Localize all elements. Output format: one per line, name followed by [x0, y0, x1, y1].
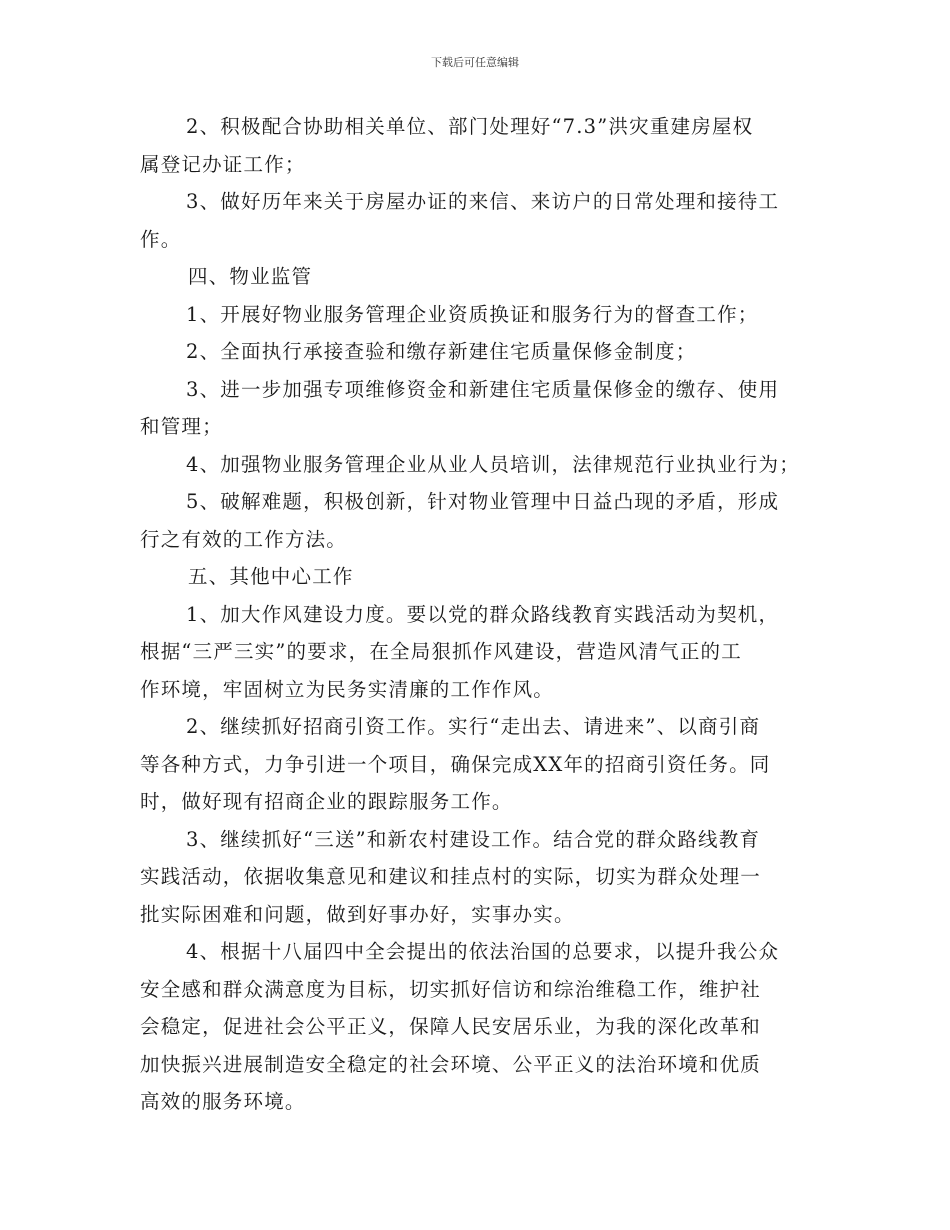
- paragraph-line: 实践活动，依据收集意见和建议和挂点村的实际，切实为群众处理一: [140, 865, 762, 888]
- paragraph-line: 3、做好历年来关于房屋办证的来信、来访户的日常处理和接待工: [186, 190, 780, 213]
- paragraph-line: 4、加强物业服务管理企业从业人员培训，法律规范行业执业行为；: [186, 452, 800, 476]
- paragraph-line: 等各种方式，力争引进一个项目，确保完成XX年的招商引资任务。同: [140, 752, 771, 776]
- paragraph-line: 批实际困难和问题，做到好事办好，实事办实。: [140, 902, 575, 926]
- paragraph-line: 3、继续抓好“三送”和新农村建设工作。结合党的群众路线教育: [186, 827, 761, 851]
- section-heading: 四、物业监管: [188, 265, 313, 288]
- paragraph-line: 属登记办证工作；: [140, 152, 306, 176]
- paragraph-line: 时，做好现有招商企业的跟踪服务工作。: [140, 790, 513, 813]
- page-header: 下载后可任意编辑: [431, 56, 519, 69]
- paragraph-line: 安全感和群众满意度为目标，切实抓好信访和综治维稳工作，维护社: [140, 977, 762, 1001]
- paragraph-line: 2、继续抓好招商引资工作。实行“走出去、请进来”、以商引商: [186, 715, 761, 738]
- paragraph-line: 2、全面执行承接查验和缴存新建住宅质量保修金制度；: [186, 340, 697, 363]
- paragraph-line: 和管理；: [140, 415, 223, 438]
- paragraph-line: 高效的服务环境。: [140, 1090, 306, 1113]
- paragraph-line: 加快振兴进展制造安全稳定的社会环境、公平正义的法治环境和优质: [140, 1052, 762, 1076]
- paragraph-line: 2、积极配合协助相关单位、部门处理好“7.3”洪灾重建房屋权: [186, 115, 754, 138]
- section-heading: 五、其他中心工作: [188, 565, 354, 588]
- paragraph-line: 作环境，牢固树立为民务实清廉的工作作风。: [140, 677, 555, 701]
- paragraph-line: 作。: [140, 227, 182, 251]
- paragraph-line: 行之有效的工作方法。: [140, 527, 348, 551]
- paragraph-line: 1、加大作风建设力度。要以党的群众路线教育实践活动为契机，: [186, 602, 780, 626]
- paragraph-line: 5、破解难题，积极创新，针对物业管理中日益凸现的矛盾，形成: [186, 490, 780, 513]
- paragraph-line: 4、根据十八届四中全会提出的依法治国的总要求，以提升我公众: [186, 940, 780, 963]
- paragraph-line: 3、进一步加强专项维修资金和新建住宅质量保修金的缴存、使用: [186, 377, 780, 401]
- paragraph-line: 1、开展好物业服务管理企业资质换证和服务行为的督查工作；: [186, 302, 759, 326]
- document-body: [140, 108, 815, 1121]
- paragraph-line: 会稳定，促进社会公平正义，保障人民安居乐业，为我的深化改革和: [140, 1015, 762, 1038]
- paragraph-line: 根据“三严三实”的要求，在全局狠抓作风建设，营造风清气正的工: [140, 640, 742, 663]
